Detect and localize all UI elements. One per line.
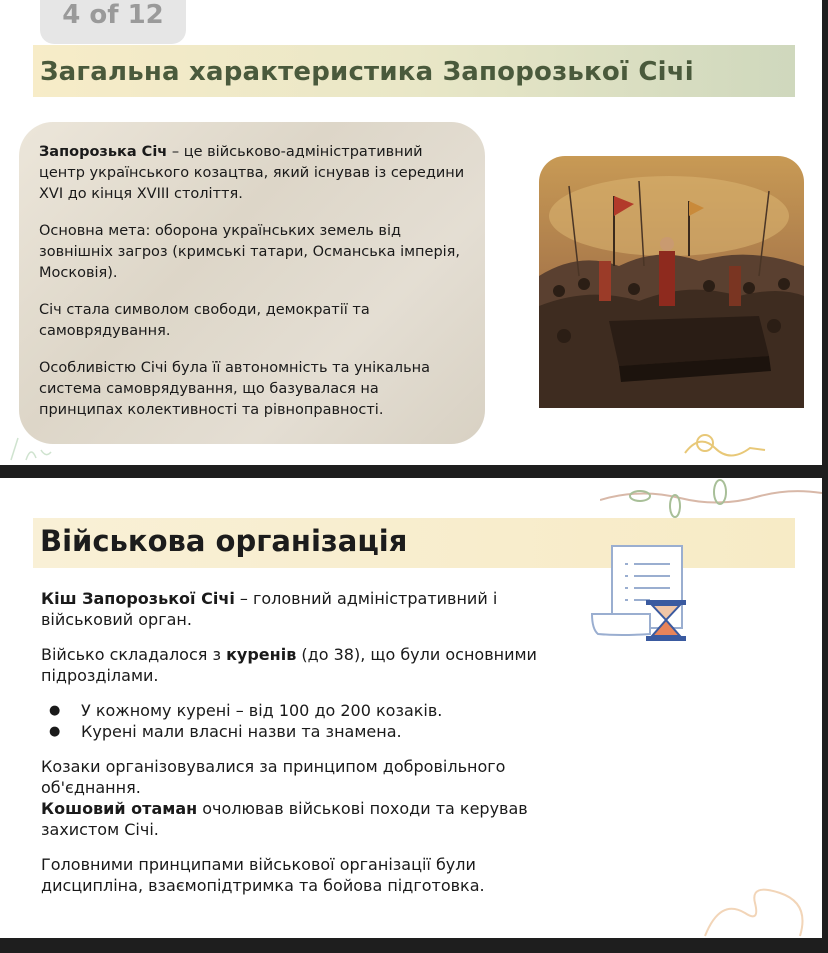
slide-title: Військова організація: [40, 524, 408, 558]
text-card: [19, 122, 485, 444]
slide-5: [0, 478, 822, 938]
document-hourglass-icon: [590, 544, 700, 644]
list-item: ● Курені мали власні назви та знамена.: [41, 721, 561, 742]
slide-4: [0, 0, 822, 465]
bullet-list: [41, 700, 561, 742]
leaf-decoration-icon: [6, 430, 56, 465]
swirl-decoration-icon: [680, 428, 770, 465]
list-item: ● У кожному курені – від 100 до 200 козаків.: [41, 700, 561, 721]
paragraph-3: Козаки організовувалися за принципом добровільного об'єднання. Кошовий отаман очолював військові походи та керував захистом Січі.: [41, 757, 528, 839]
vine-decoration-icon: [600, 478, 822, 523]
paragraph-1: Кіш Запорозької Січі – головний адміністративний і військовий орган.: [41, 589, 498, 629]
slide-counter: 4 of 12: [40, 0, 186, 44]
paragraph-1: Запорозька Січ – це військово-адміністративний центр українського козацтва, який існував із середини XVI до кінця XVIII століття.: [39, 144, 465, 202]
cossack-painting: [539, 156, 804, 408]
paragraph-2: Військо складалося з куренів (до 38), що були основними підрозділами.: [41, 645, 537, 685]
paragraph-3: Січ стала символом свободи, демократії та самоврядування.: [39, 302, 370, 339]
swirl-decoration-icon: [700, 878, 822, 938]
content-text: [41, 588, 561, 910]
paragraph-4: Особливістю Січі була її автономність та унікальна система самоврядування, що базувалася на принципах колективності та рівноправності.: [39, 360, 430, 418]
slide-title: Загальна характеристика Запорозької Січі: [40, 57, 694, 87]
paragraph-4: Головними принципами військової організації були дисципліна, взаємопідтримка та бойова підготовка.: [41, 855, 485, 895]
paragraph-2: Основна мета: оборона українських земель від зовнішніх загроз (кримські татари, Османська імперія, Московія).: [39, 223, 461, 281]
